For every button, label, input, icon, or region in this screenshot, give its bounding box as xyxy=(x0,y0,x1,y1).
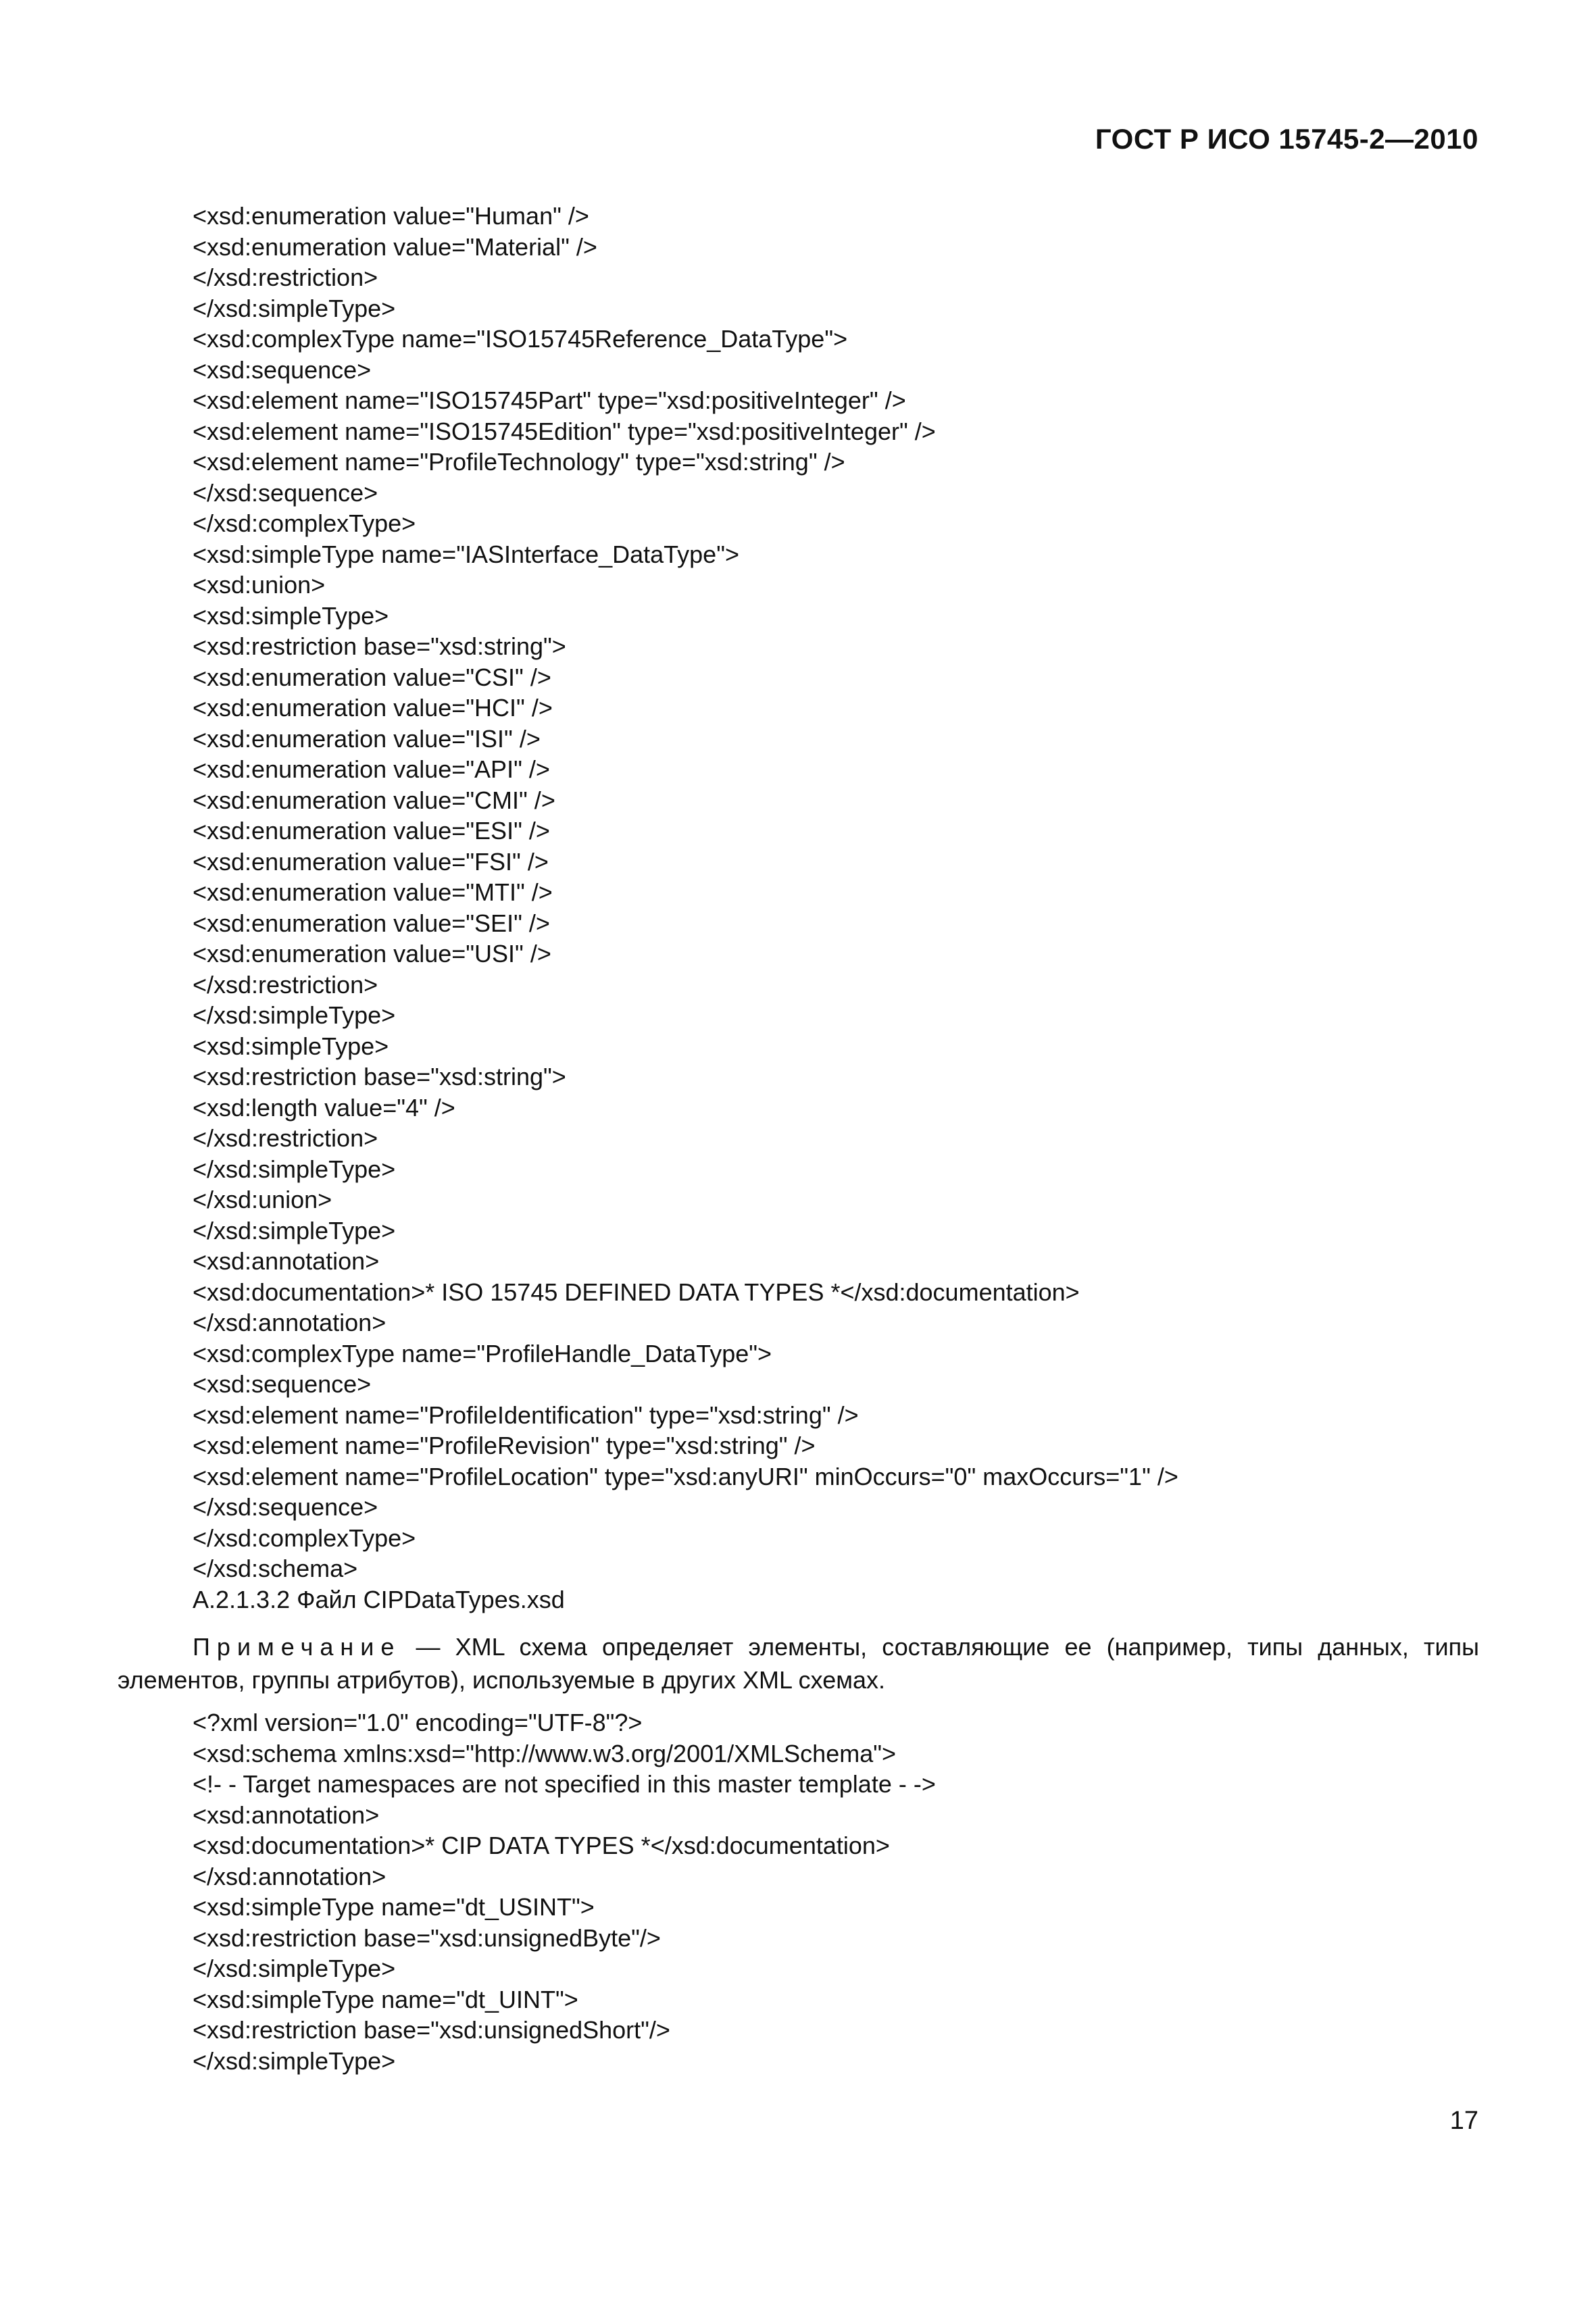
code-line: <xsd:simpleType> xyxy=(193,1032,389,1060)
code-line: <xsd:enumeration value="MTI" /> xyxy=(193,878,553,906)
code-line: <xsd:element name="ProfileLocation" type="xsd:anyURI" minOccurs="0" maxOccurs="1" /> xyxy=(193,1462,1178,1490)
code-line: <?xml version="1.0" encoding="UTF-8"?> xyxy=(193,1709,643,1736)
code-line: <xsd:complexType name="ProfileHandle_DataType"> xyxy=(193,1339,772,1367)
code-line: <xsd:enumeration value="Human" /> xyxy=(193,202,589,230)
code-line: <xsd:union> xyxy=(193,571,326,599)
code-line: <xsd:length value="4" /> xyxy=(193,1093,455,1122)
code-line: <xsd:restriction base="xsd:unsignedByte"/> xyxy=(193,1923,661,1952)
code-line: </xsd:sequence> xyxy=(193,1493,378,1521)
code-line: <xsd:enumeration value="CSI" /> xyxy=(193,663,551,691)
document-number-header: ГОСТ Р ИСО 15745-2—2010 xyxy=(1095,123,1478,155)
page-number: 17 xyxy=(1449,2107,1478,2135)
code-line: <xsd:enumeration value="HCI" /> xyxy=(193,694,553,722)
code-line: <xsd:enumeration value="ISI" /> xyxy=(193,724,541,753)
code-line: <xsd:element name="ProfileIdentification" type="xsd:string" /> xyxy=(193,1401,859,1429)
note-text: — XML схема определяет элементы, составляющие ее (например, типы данных, типы элементов, группы атрибутов), используемые в других XML схемах. xyxy=(118,1633,1479,1694)
code-line: <xsd:enumeration value="CMI" /> xyxy=(193,786,555,814)
code-line: <xsd:complexType name="ISO15745Reference_DataType"> xyxy=(193,325,848,353)
code-line: </xsd:restriction> xyxy=(193,263,378,291)
note-label: Примечание xyxy=(193,1633,401,1661)
code-line: A.2.1.3.2 Файл CIPDataTypes.xsd xyxy=(193,1585,565,1613)
code-line: <xsd:element name="ISO15745Edition" type="xsd:positiveInteger" /> xyxy=(193,417,936,445)
code-line: </xsd:union> xyxy=(193,1186,332,1213)
code-line: <xsd:simpleType name="IASInterface_DataType"> xyxy=(193,540,739,568)
code-line: </xsd:simpleType> xyxy=(193,294,396,322)
code-line: </xsd:annotation> xyxy=(193,1862,386,1890)
code-line: <xsd:simpleType name="dt_USINT"> xyxy=(193,1893,595,1921)
code-line: <xsd:enumeration value="SEI" /> xyxy=(193,909,550,937)
code-line: <xsd:documentation>* CIP DATA TYPES *</xsd:documentation> xyxy=(193,1832,890,1859)
code-line: <xsd:documentation>* ISO 15745 DEFINED DATA TYPES *</xsd:documentation> xyxy=(193,1278,1080,1306)
code-line: </xsd:schema> xyxy=(193,1555,358,1582)
code-line: <xsd:annotation> xyxy=(193,1247,380,1275)
code-line: <xsd:simpleType> xyxy=(193,601,389,630)
code-line: <xsd:element name="ProfileTechnology" type="xsd:string" /> xyxy=(193,448,845,476)
code-line: <xsd:element name="ProfileRevision" type="xsd:string" /> xyxy=(193,1432,816,1459)
code-line: </xsd:simpleType> xyxy=(193,1155,396,1183)
xml-code-block-2 xyxy=(193,1707,936,2076)
code-line: <xsd:enumeration value="USI" /> xyxy=(193,940,551,967)
code-line: <xsd:sequence> xyxy=(193,355,372,384)
code-line: <xsd:sequence> xyxy=(193,1370,372,1398)
code-line: </xsd:restriction> xyxy=(193,1124,378,1152)
code-line: </xsd:simpleType> xyxy=(193,1216,396,1244)
code-line: <xsd:annotation> xyxy=(193,1801,380,1829)
code-line: <xsd:element name="ISO15745Part" type="xsd:positiveInteger" /> xyxy=(193,386,906,414)
note-paragraph xyxy=(118,1630,1479,1696)
code-line: <xsd:enumeration value="Material" /> xyxy=(193,232,597,261)
code-line: <!- - Target namespaces are not specified in this master template - -> xyxy=(193,1770,936,1798)
code-line: </xsd:sequence> xyxy=(193,478,378,507)
xml-code-block-1 xyxy=(193,201,1178,1615)
code-line: </xsd:simpleType> xyxy=(193,1955,396,1982)
code-line: <xsd:enumeration value="FSI" /> xyxy=(193,847,549,876)
code-line: <xsd:enumeration value="API" /> xyxy=(193,755,550,783)
code-line: <xsd:simpleType name="dt_UINT"> xyxy=(193,1985,578,2013)
code-line: </xsd:complexType> xyxy=(193,509,416,537)
code-line: </xsd:simpleType> xyxy=(193,2046,396,2075)
code-line: </xsd:complexType> xyxy=(193,1524,416,1552)
code-line: <xsd:restriction base="xsd:string"> xyxy=(193,1063,566,1090)
code-line: <xsd:schema xmlns:xsd="http://www.w3.org/2001/XMLSchema"> xyxy=(193,1739,897,1767)
code-line: </xsd:annotation> xyxy=(193,1309,386,1336)
code-line: </xsd:simpleType> xyxy=(193,1001,396,1029)
code-line: <xsd:restriction base="xsd:string"> xyxy=(193,632,566,660)
code-line: </xsd:restriction> xyxy=(193,970,378,999)
code-line: <xsd:restriction base="xsd:unsignedShort"/> xyxy=(193,2016,670,2044)
code-line: <xsd:enumeration value="ESI" /> xyxy=(193,817,550,845)
